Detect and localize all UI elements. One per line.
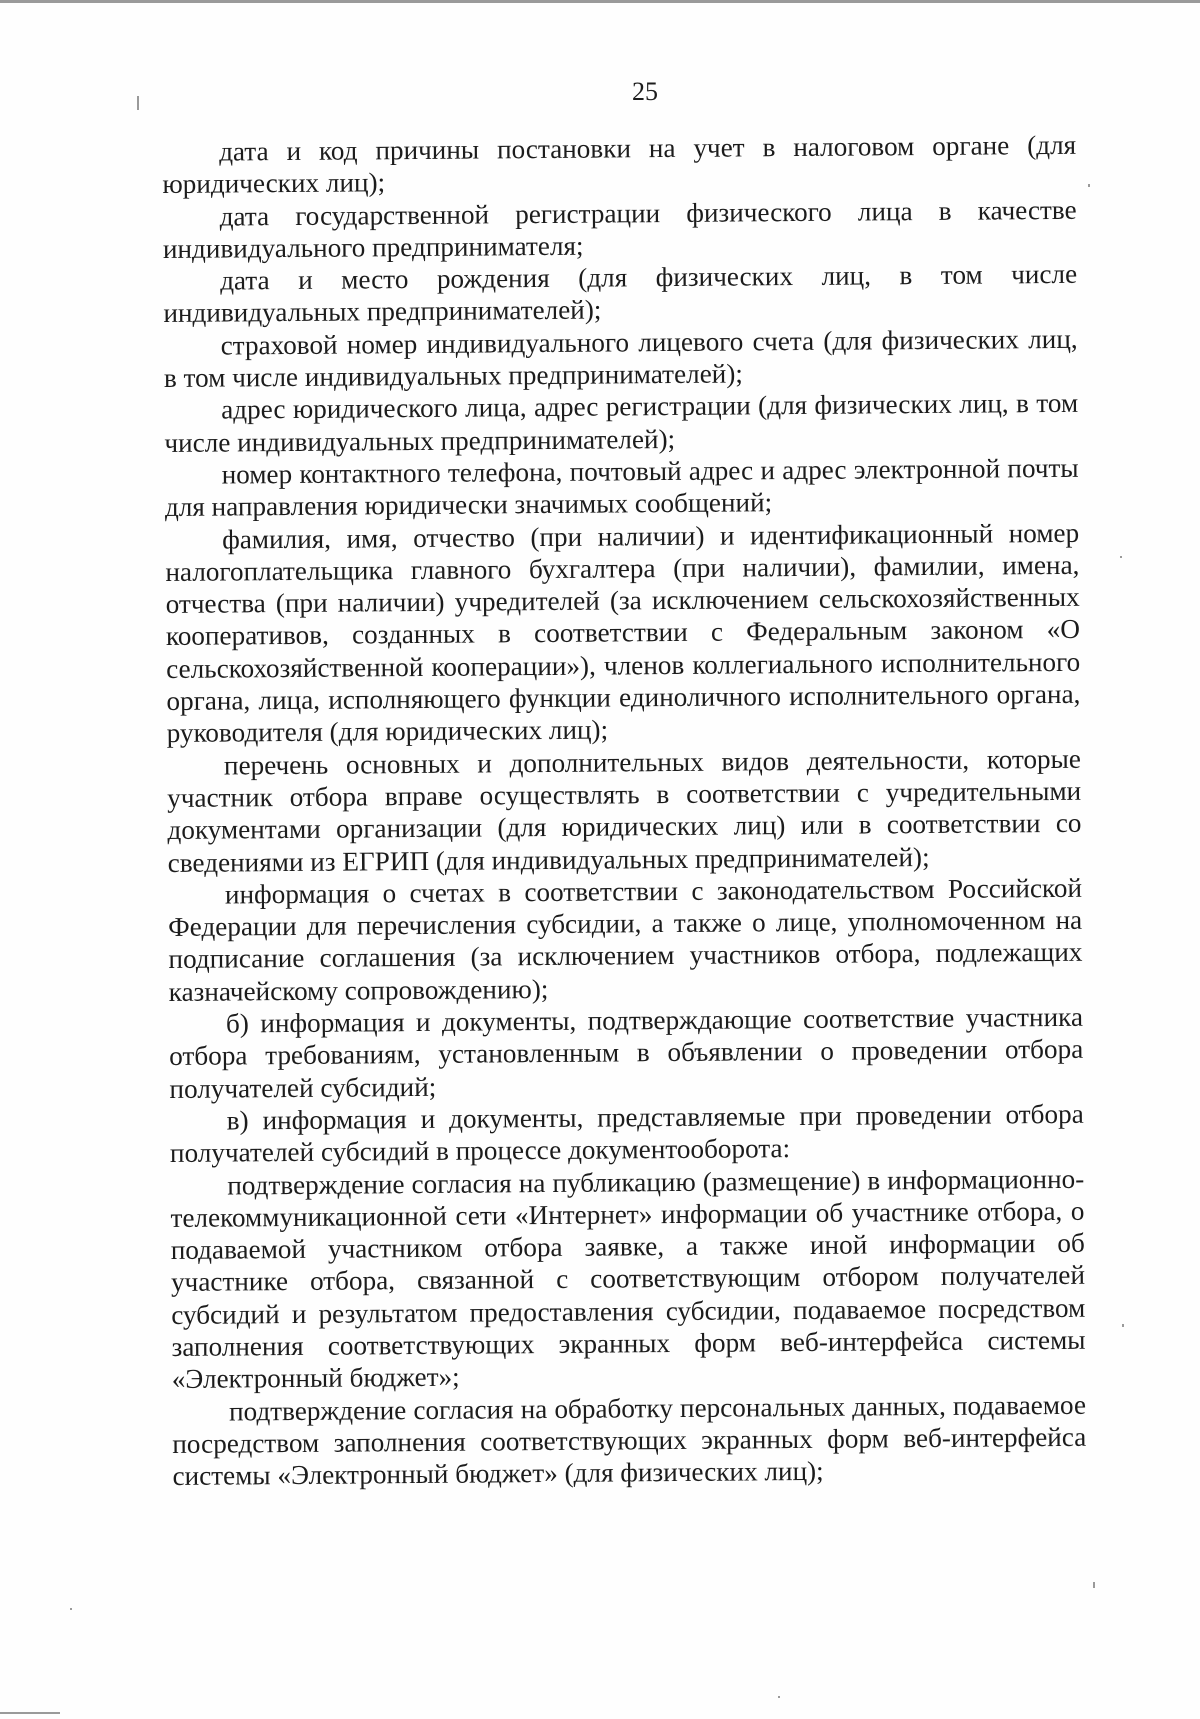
scan-speck: [137, 96, 139, 110]
paragraph: информация о счетах в соответствии с законодательством Российской Федерации для перечисления субсидии, а также о лице, уполномоченном на подписание соглашения (за исключением участников отбора, подлежащих казначейскому сопровождению);: [168, 872, 1083, 1007]
paragraph: в) информация и документы, представляемые при проведении отбора получателей субсидий в процессе документооборота:: [169, 1098, 1084, 1169]
scan-speck: [778, 1696, 780, 1698]
paragraph: дата и код причины постановки на учет в налоговом органе (для юридических лиц);: [162, 129, 1077, 200]
paragraph: адрес юридического лица, адрес регистрации (для физических лиц, в том числе индивидуальных предпринимателей);: [164, 388, 1079, 458]
paragraph: фамилия, имя, отчество (при наличии) и идентификационный номер налогоплательщика главного бухгалтера (при наличии), фамилии, имена, отчества (при наличии) учредителей (за исключением сельскохозяйственных кооперативов, созданных в соответствии с Федеральным законом «О сельскохозяйственной кооперации»), членов коллегиального исполнительного органа, лица, исполняющего функции единоличного исполнительного органа, руководителя (для юридических лиц);: [165, 517, 1081, 749]
scan-speck: [1122, 1324, 1124, 1327]
paragraph: перечень основных и дополнительных видов деятельности, которые участник отбора вправе осуществлять в соответствии с учредительными документами организации (для юридических лиц) или в соответствии со сведениями из ЕГРИП (для индивидуальных предпринимателей);: [167, 743, 1082, 878]
page-number: 25: [632, 77, 658, 106]
paragraph: дата государственной регистрации физического лица в качестве индивидуального предпринимателя;: [162, 194, 1077, 264]
document-body: [162, 129, 1087, 1493]
scan-speck: [1120, 556, 1122, 558]
paragraph: подтверждение согласия на обработку персональных данных, подаваемое посредством заполнения соответствующих экранных форм веб-интерфейса системы «Электронный бюджет» (для физических лиц);: [172, 1389, 1087, 1492]
paragraph: номер контактного телефона, почтовый адрес и адрес электронной почты для направления юридически значимых сообщений;: [164, 452, 1079, 523]
scan-speck: [0, 1712, 60, 1714]
paragraph: подтверждение согласия на публикацию (размещение) в информационно-телекоммуникационной сети «Интернет» информации об участнике отбора, о подаваемой участником отбора заявке, а также иной информации об участнике отбора, связанной с соответствующим отбором получателей субсидий и результатом предоставления субсидии, подаваемое посредством заполнения соответствующих экранных форм веб-интерфейса системы «Электронный бюджет»;: [170, 1163, 1086, 1395]
scan-speck: [1093, 1582, 1095, 1588]
scan-speck: [1088, 184, 1090, 187]
paragraph: б) информация и документы, подтверждающие соответствие участника отбора требованиям, установленным в объявлении о проведении отбора получателей субсидий;: [169, 1001, 1084, 1104]
scan-top-edge: [0, 0, 1200, 3]
scan-speck: [70, 1608, 72, 1610]
paragraph: дата и место рождения (для физических лиц, в том числе индивидуальных предпринимателей);: [163, 259, 1078, 329]
paragraph: страховой номер индивидуального лицевого счета (для физических лиц, в том числе индивидуальных предпринимателей);: [163, 323, 1078, 394]
